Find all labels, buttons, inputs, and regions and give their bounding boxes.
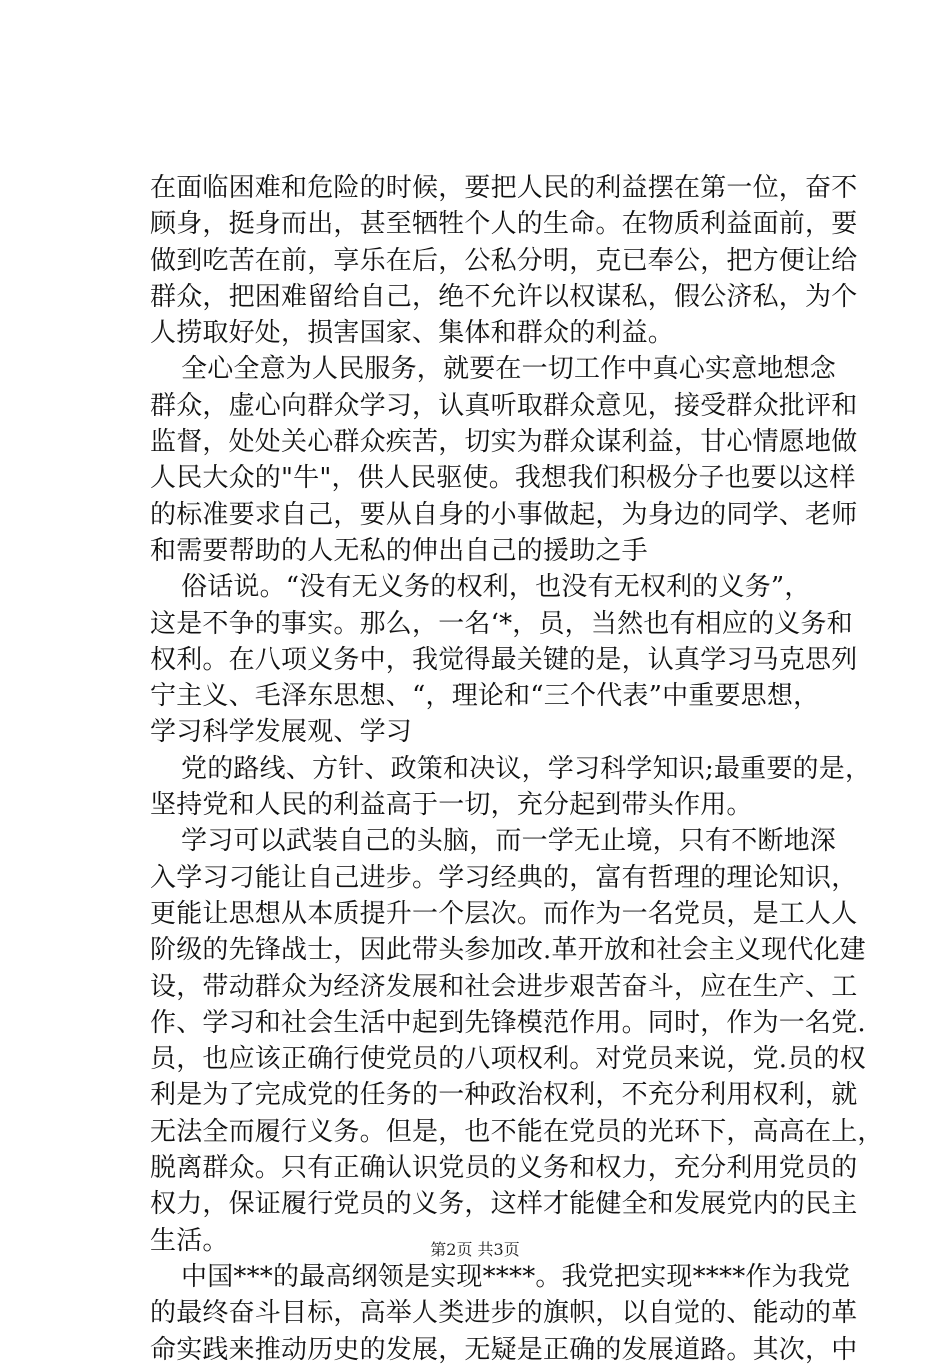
text-line: 作、学习和社会生活中起到先锋模范作用。同时，作为一名党.: [150, 1007, 866, 1038]
text-line: 学习科学发展观、学习: [150, 717, 413, 748]
text-line: 的标准要求自己，要从自身的小事做起，为身边的同学、老师: [150, 499, 858, 530]
text-line: 脱离群众。只有正确认识党员的义务和权力，充分利用党员的: [150, 1153, 858, 1184]
text-line: 权力，保证履行党员的义务，这样才能健全和发展党内的民主: [150, 1189, 858, 1220]
text-line: 群众，把困难留给自己，绝不允许以权谋私，假公济私，为个: [150, 281, 858, 312]
text-line: 学习可以武装自己的头脑，而一学无止境，只有不断地深: [181, 826, 837, 857]
text-line: 入学习刁能让自己进步。学习经典的，富有哲理的理论知识，: [150, 862, 858, 893]
text-line: 宁主义、毛泽东思想、“，理论和“三个代表”中重要思想，: [150, 681, 820, 712]
text-line: 的最终奋斗目标，高举人类进步的旗帜，以自觉的、能动的革: [150, 1298, 858, 1329]
text-line: 这是不争的事实。那么，一名‘*，员，当然也有相应的义务和: [150, 608, 853, 639]
text-line: 党的路线、方针、政策和决议，学习科学知识;最重要的是，: [181, 753, 872, 784]
text-line: 做到吃苦在前，享乐在后，公私分明，克已奉公，把方便让给: [150, 245, 858, 276]
text-line: 利是为了完成党的任务的一种政治权利，不充分利用权利，就: [150, 1080, 858, 1111]
text-line: 权利。在八项义务中，我觉得最关键的是，认真学习马克思列: [150, 644, 858, 675]
text-line: 员，也应该正确行使党员的八项权利。对党员来说，党.员的权: [150, 1044, 866, 1075]
text-line: 顾身，挺身而出，甚至牺牲个人的生命。在物质利益面前，要: [150, 209, 858, 240]
text-line: 无法全而履行义务。但是，也不能在党员的光环下，高高在上，: [150, 1116, 884, 1147]
text-line: 生活。: [150, 1225, 229, 1256]
text-line: 阶级的先锋战士，因此带头参加改.革开放和社会主义现代化建: [150, 935, 866, 966]
text-line: 在面临困难和危险的时候，要把人民的利益摆在第一位，奋不: [150, 173, 858, 203]
text-line: 人捞取好处，损害国家、集体和群众的利益。: [150, 318, 675, 349]
text-line: 俗话说。“没有无义务的权利，也没有无权利的义务”，: [181, 572, 811, 603]
text-line: 中国***的最高纲领是实现****。我党把实现****作为我党: [181, 1261, 851, 1292]
text-line: 更能让思想从本质提升一个层次。而作为一名党员，是工人人: [150, 898, 858, 929]
text-line: 设，带动群众为经济发展和社会进步艰苦奋斗，应在生产、工: [150, 971, 858, 1002]
text-line: 全心全意为人民服务，就要在一切工作中真心实意地想念: [181, 354, 837, 385]
text-line: 坚持党和人民的利益高于一切，充分起到带头作用。: [150, 790, 753, 821]
page-footer: 第2页 共3页: [430, 1240, 520, 1259]
text-line: 命实践来推动历史的发展，无疑是正确的发展道路。其次，中: [150, 1334, 858, 1365]
text-line: 人民大众的"牛"，供人民驱使。我想我们积极分子也要以这样: [150, 463, 856, 494]
text-line: 群众，虚心向群众学习，认真听取群众意见，接受群众批评和: [150, 390, 858, 421]
body-text: [150, 170, 884, 1368]
text-line: 监督，处处关心群众疾苦，切实为群众谋利益，甘心情愿地做: [150, 427, 858, 458]
text-line: 和需要帮助的人无私的伸出自己的援助之手: [150, 535, 648, 566]
